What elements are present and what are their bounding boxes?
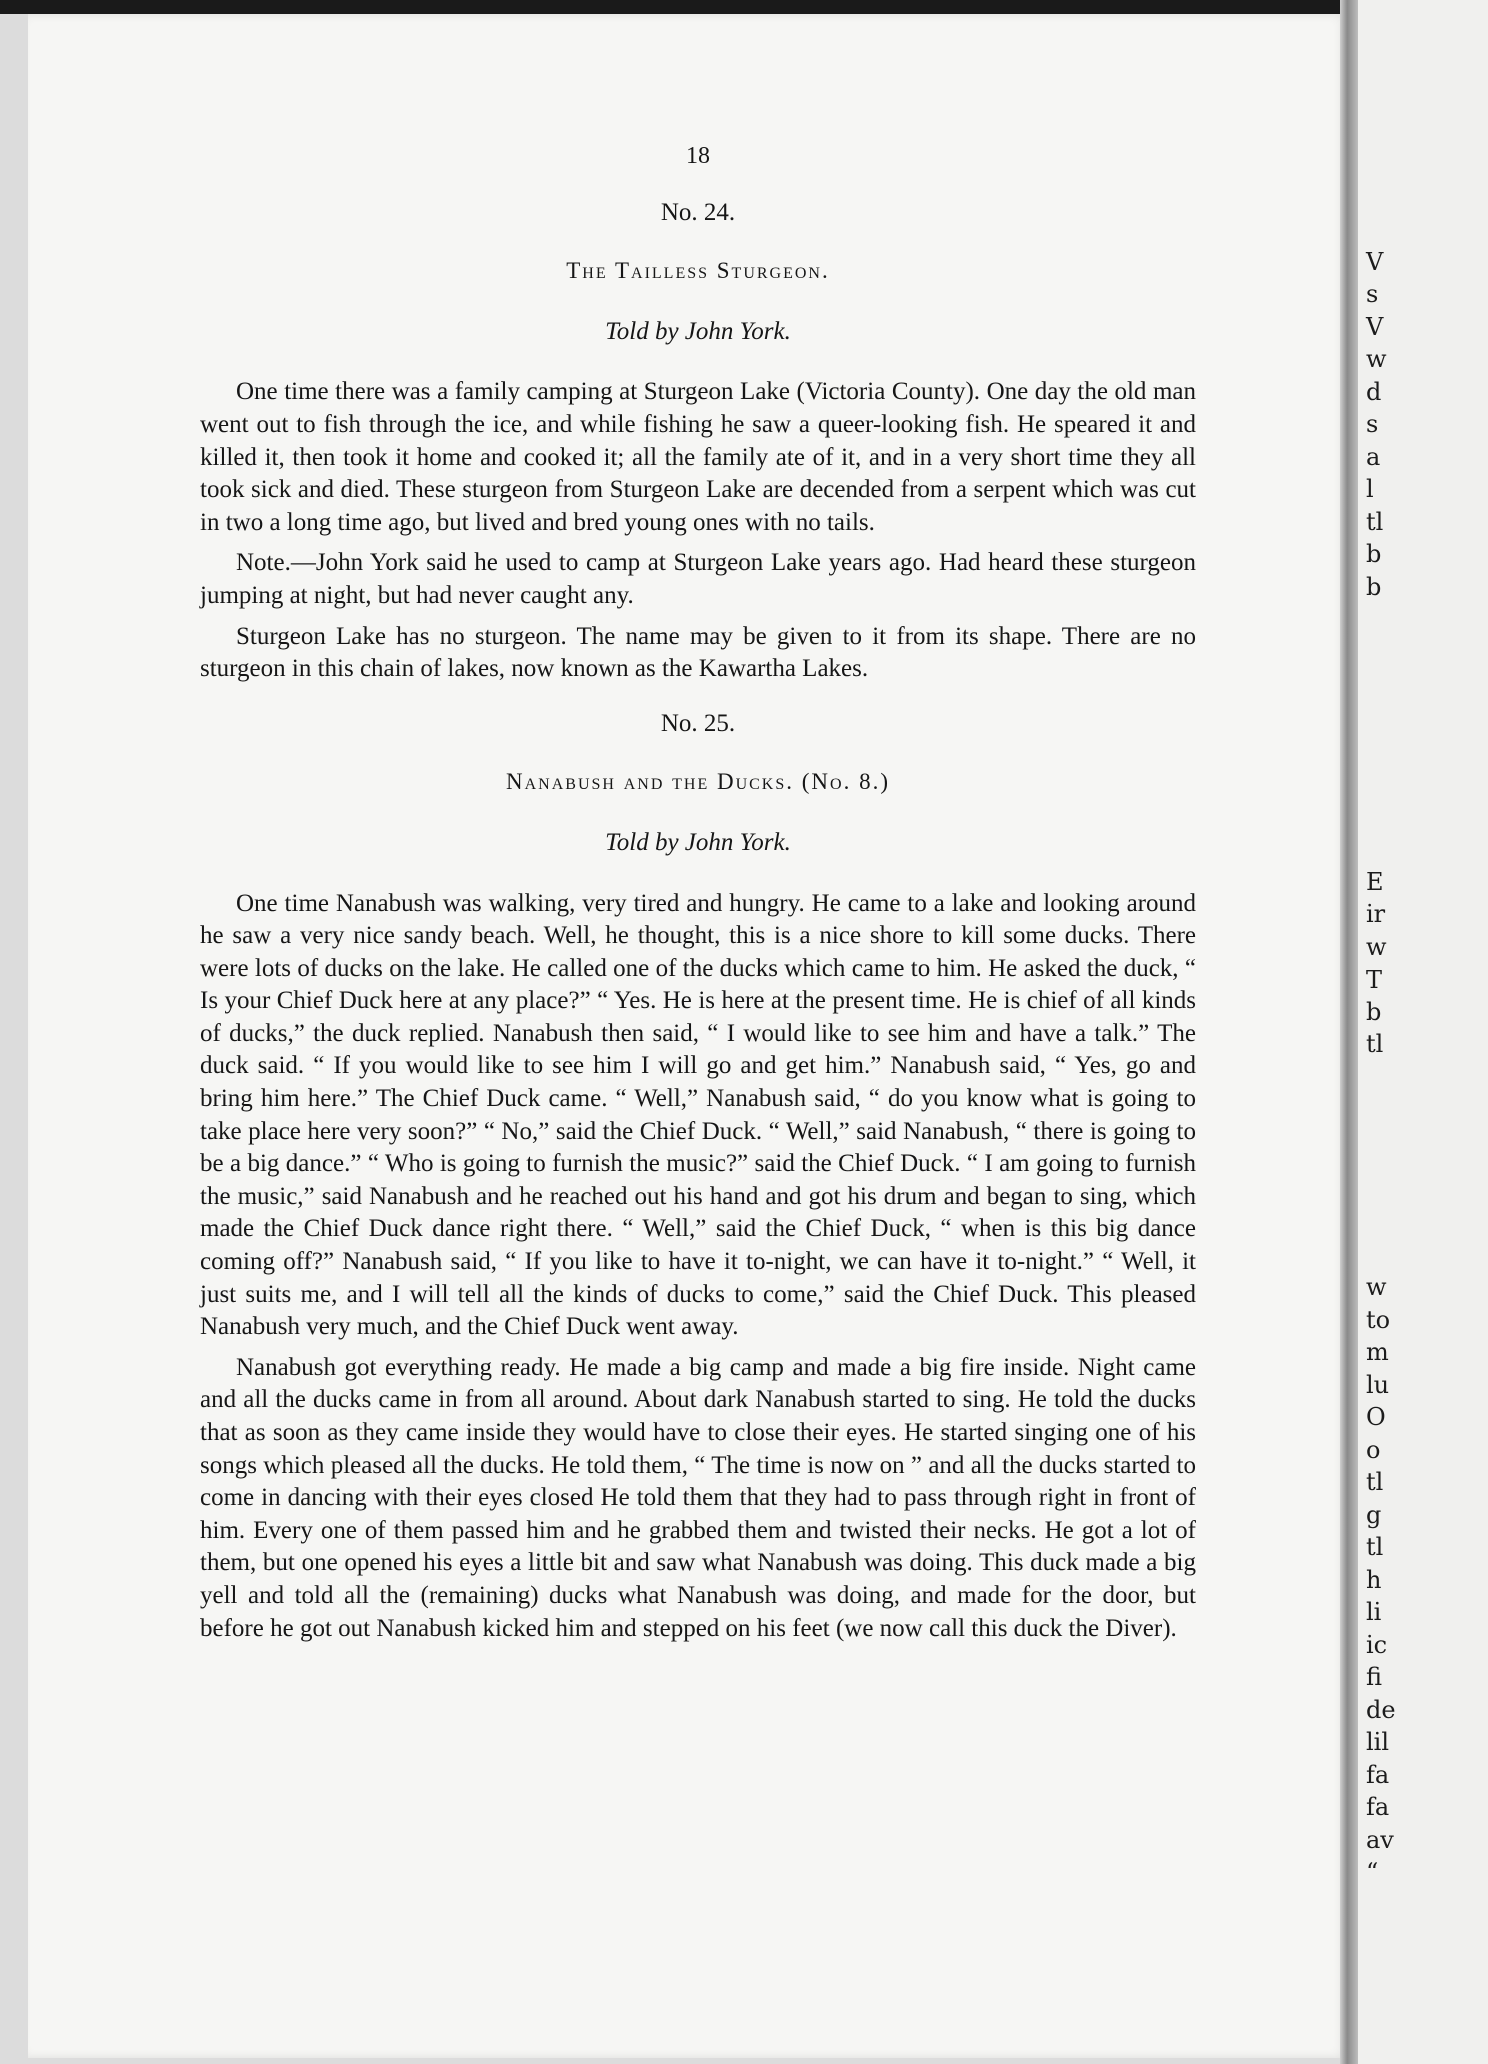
scan-top-edge [0, 0, 1488, 14]
page-number: 18 [686, 143, 710, 169]
story-paragraph: Nanabush got everything ready. He made a big camp and made a big fire inside. Night came and all the ducks came in from all around. About dark Nanabush started to sing. He told the ducks that as soon as they came inside they would have to close their eyes. He started singing one of his songs which pleased all the ducks. He told them, “ The time is now on ” and all the ducks started to come in dancing with their eyes closed He told them that they had to pass through right in front of him. Every one of them passed him and he grabbed them and twisted their necks. He got a lot of them, but one opened his eyes a little bit and saw what Nanabush was doing. This duck made a big yell and told all the (remaining) ducks what Nanabush was doing, and made for the door, but before he got out Nanabush kicked him and stepped on his feet (we now call this duck the Diver). [200, 1353, 1196, 1642]
story-number: No. 25. [660, 709, 736, 737]
facing-page-fragment: b [1366, 540, 1382, 568]
facing-page-fragment: tl [1366, 1533, 1384, 1561]
facing-page-fragment: w [1366, 1273, 1387, 1301]
facing-page-fragment: de [1366, 1696, 1396, 1724]
facing-page-fragment: w [1366, 933, 1387, 961]
facing-page-fragment: O [1366, 1403, 1386, 1431]
facing-page-fragment: V [1366, 313, 1384, 341]
facing-page-fragment: w [1366, 345, 1387, 373]
facing-page-fragment: tl [1366, 1468, 1384, 1496]
page-content [200, 140, 1196, 1653]
facing-page-fragment: lu [1366, 1371, 1390, 1399]
facing-page-fragment: l [1366, 475, 1374, 503]
facing-page-fragment: av [1366, 1826, 1394, 1854]
facing-page-fragment: b [1366, 573, 1382, 601]
facing-page-fragment: ic [1366, 1631, 1388, 1659]
story-teller: Told by John York. [605, 317, 791, 345]
facing-page-fragment: “ [1366, 1858, 1379, 1886]
facing-page-fragment: li [1366, 1598, 1382, 1626]
facing-page-fragment: tl [1366, 1030, 1384, 1058]
facing-page-fragment: o [1366, 1436, 1381, 1464]
facing-page-fragment: b [1366, 998, 1382, 1026]
facing-page-edge [1358, 0, 1488, 2064]
facing-page-fragment: fi [1366, 1663, 1383, 1691]
note-paragraph: Note.—John York said he used to camp at Sturgeon Lake years ago. Had heard these sturgeon jumping at night, but had never caught any. [200, 549, 1196, 609]
facing-page-fragment: E [1366, 868, 1384, 896]
story-paragraph: One time Nanabush was walking, very tired and hungry. He came to a lake and looking around he saw a very nice sandy beach. Well, he thought, this is a nice shore to kill some ducks. There were lots of ducks on the lake. He called one of the ducks which came to him. He asked the duck, “ Is your Chief Duck here at any place?” “ Yes. He is here at the present time. He is chief of all kinds of ducks,” the duck replied. Nanabush then said, “ I would like to see him and have a talk.” The duck said. “ If you would like to see him I will go and get him.” Nanabush said, “ Yes, go and bring him here.” The Chief Duck came. “ Well,” Nanabush said, “ do you know what is going to take place here very soon?” “ No,” said the Chief Duck. “ Well,” said Nanabush, “ there is going to be a big dance.” “ Who is going to furnish the music?” said the Chief Duck. “ I am going to furnish the music,” said Nanabush and he reached out his hand and got his drum and began to sing, which made the Chief Duck dance right there. “ Well,” said the Chief Duck, “ when is this big dance coming off?” Nanabush said, “ If you like to have it to-night, we can have it to-night.” “ Well, it just suits me, and I will tell all the kinds of ducks to come,” said the Chief Duck. This pleased Nanabush very much, and the Chief Duck went away. [200, 889, 1196, 1341]
story-paragraph: Sturgeon Lake has no sturgeon. The name may be given to it from its shape. There are no sturgeon in this chain of lakes, now known as the Kawartha Lakes. [200, 622, 1196, 683]
facing-page-fragment: T [1366, 966, 1383, 994]
story-paragraph: One time there was a family camping at Sturgeon Lake (Victoria County). One day the old man went out to fish through the ice, and while fishing he saw a queer-looking fish. He speared it and killed it, then took it home and cooked it; all the family ate of it, and in a very short time they all took sick and died. These sturgeon from Sturgeon Lake are decended from a serpent which was cut in two a long time ago, but lived and bred young ones with no tails. [200, 378, 1196, 536]
facing-page-fragment: s [1366, 280, 1379, 308]
book-gutter [1340, 0, 1358, 2064]
story-title: The Tailless Sturgeon. [566, 258, 830, 284]
facing-page-fragment: fa [1366, 1793, 1390, 1821]
facing-page-fragment: a [1366, 443, 1381, 471]
facing-page-fragment: s [1366, 410, 1379, 438]
facing-page-fragment: ir [1366, 900, 1386, 928]
facing-page-fragment: m [1366, 1338, 1389, 1366]
story-title: Nanabush and the Ducks. (No. 8.) [506, 769, 890, 795]
facing-page-fragment: g [1366, 1501, 1382, 1529]
facing-page-fragment: h [1366, 1566, 1382, 1594]
story-number: No. 24. [660, 198, 736, 226]
story-teller: Told by John York. [605, 828, 791, 856]
facing-page-fragment: d [1366, 378, 1382, 406]
facing-page-fragment: lil [1366, 1728, 1390, 1756]
facing-page-fragment: to [1366, 1306, 1391, 1334]
facing-page-fragment: tl [1366, 508, 1384, 536]
facing-page-fragment: fa [1366, 1761, 1390, 1789]
facing-page-fragment: V [1366, 248, 1384, 276]
